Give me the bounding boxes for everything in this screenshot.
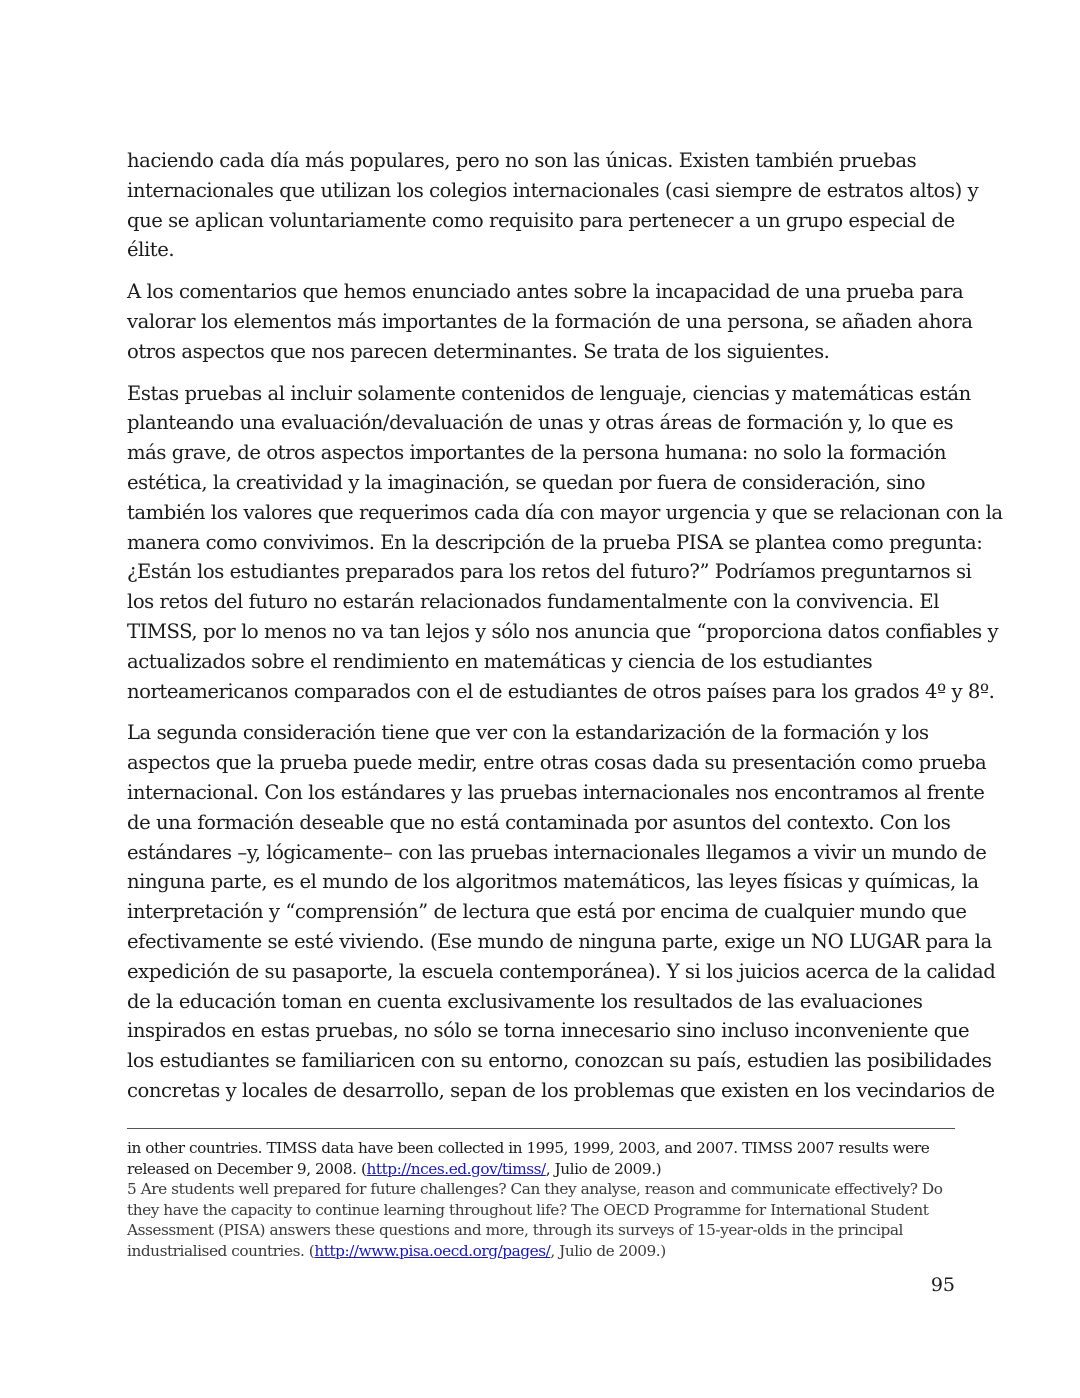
text-line: otros aspectos que nos parecen determinantes. Se trata de los siguientes. xyxy=(127,339,830,363)
text-line: de la educación toman en cuenta exclusivamente los resultados de las evaluaciones xyxy=(127,989,923,1013)
text-line: élite. xyxy=(127,238,175,262)
footnote-5-line xyxy=(127,1179,955,1200)
footnote-marker: 5 xyxy=(127,1180,137,1199)
footnotes xyxy=(127,1138,955,1262)
text-line: norteamericanos comparados con el de estudiantes de otros países para los grados 4º y 8º. xyxy=(127,679,995,703)
page-number: 95 xyxy=(930,1274,955,1296)
footnote-5-line: Assessment (PISA) answers these questions and more, through its surveys of 15-year-olds in the principal xyxy=(127,1221,903,1240)
paragraph-2 xyxy=(127,277,973,366)
pisa-link[interactable]: http://www.pisa.oecd.org/pages/ xyxy=(314,1241,551,1260)
page-body xyxy=(127,146,1003,1118)
text-line: que se aplican voluntariamente como requisito para pertenecer a un grupo especial de xyxy=(127,208,955,232)
footnote-text: , Julio de 2009.) xyxy=(545,1159,662,1178)
text-line: internacional. Con los estándares y las pruebas internacionales nos encontramos al frente xyxy=(127,780,985,804)
footnote-text: industrialised countries. ( xyxy=(127,1241,315,1260)
text-line: internacionales que utilizan los colegios internacionales (casi siempre de estratos altos) y xyxy=(127,178,979,202)
text-line: A los comentarios que hemos enunciado antes sobre la incapacidad de una prueba para xyxy=(127,280,964,304)
text-line: más grave, de otros aspectos importantes de la persona humana: no solo la formación xyxy=(127,441,947,465)
footnote-text: Are students well prepared for future challenges? Can they analyse, reason and communicate effectively? Do xyxy=(136,1180,943,1199)
footnote-text: , Julio de 2009.) xyxy=(550,1241,666,1260)
footnote-5-line xyxy=(127,1241,955,1262)
paragraph-1 xyxy=(127,146,979,265)
timss-link[interactable]: http://nces.ed.gov/timss/ xyxy=(366,1159,546,1178)
text-line: también los valores que requerimos cada día con mayor urgencia y que se relacionan con la xyxy=(127,500,1003,524)
text-line: TIMSS, por lo menos no va tan lejos y sólo nos anuncia que “proporciona datos confiables y xyxy=(127,619,999,643)
text-line: de una formación deseable que no está contaminada por asuntos del contexto. Con los xyxy=(127,810,951,834)
text-line: estética, la creatividad y la imaginación, se quedan por fuera de consideración, sino xyxy=(127,470,926,494)
paragraph-4 xyxy=(127,718,996,1105)
footnote-separator xyxy=(127,1128,955,1129)
text-line: los retos del futuro no estarán relacionados fundamentalmente con la convivencia. El xyxy=(127,590,940,614)
text-line: expedición de su pasaporte, la escuela contemporánea). Y si los juicios acerca de la calidad xyxy=(127,959,996,983)
footnote-5-line: they have the capacity to continue learning throughout life? The OECD Programme for International Student xyxy=(127,1200,929,1219)
text-line: efectivamente se esté viviendo. (Ese mundo de ninguna parte, exige un NO LUGAR para la xyxy=(127,929,992,953)
footnote-timss-line xyxy=(127,1159,955,1180)
text-line: concretas y locales de desarrollo, sepan de los problemas que existen en los vecindarios de xyxy=(127,1078,995,1102)
text-line: planteando una evaluación/devaluación de unas y otras áreas de formación y, lo que es xyxy=(127,411,954,435)
text-line: inspirados en estas pruebas, no sólo se torna innecesario sino incluso inconveniente que xyxy=(127,1019,970,1043)
text-line: ¿Están los estudiantes preparados para los retos del futuro?” Podríamos preguntarnos si xyxy=(127,560,972,584)
text-line: aspectos que la prueba puede medir, entre otras cosas dada su presentación como prueba xyxy=(127,751,987,775)
text-line: estándares –y, lógicamente– con las pruebas internacionales llegamos a vivir un mundo de xyxy=(127,840,987,864)
text-line: haciendo cada día más populares, pero no son las únicas. Existen también pruebas xyxy=(127,149,917,172)
paragraph-3 xyxy=(127,379,1003,707)
text-line: valorar los elementos más importantes de la formación de una persona, se añaden ahora xyxy=(127,309,973,333)
text-line: ninguna parte, es el mundo de los algoritmos matemáticos, las leyes físicas y químicas, la xyxy=(127,870,979,894)
footnote-text: released on December 9, 2008. ( xyxy=(127,1159,367,1178)
text-line: La segunda consideración tiene que ver con la estandarización de la formación y los xyxy=(127,721,929,745)
text-line: Estas pruebas al incluir solamente contenidos de lenguaje, ciencias y matemáticas están xyxy=(127,381,971,405)
text-line: actualizados sobre el rendimiento en matemáticas y ciencia de los estudiantes xyxy=(127,649,873,673)
text-line: manera como convivimos. En la descripción de la prueba PISA se plantea como pregunta: xyxy=(127,530,983,554)
footnote-timss-line: in other countries. TIMSS data have been collected in 1995, 1999, 2003, and 2007. TIMSS 2007 results were xyxy=(127,1139,930,1157)
text-line: los estudiantes se familiaricen con su entorno, conozcan su país, estudien las posibilidades xyxy=(127,1049,992,1073)
text-line: interpretación y “comprensión” de lectura que está por encima de cualquier mundo que xyxy=(127,900,967,924)
